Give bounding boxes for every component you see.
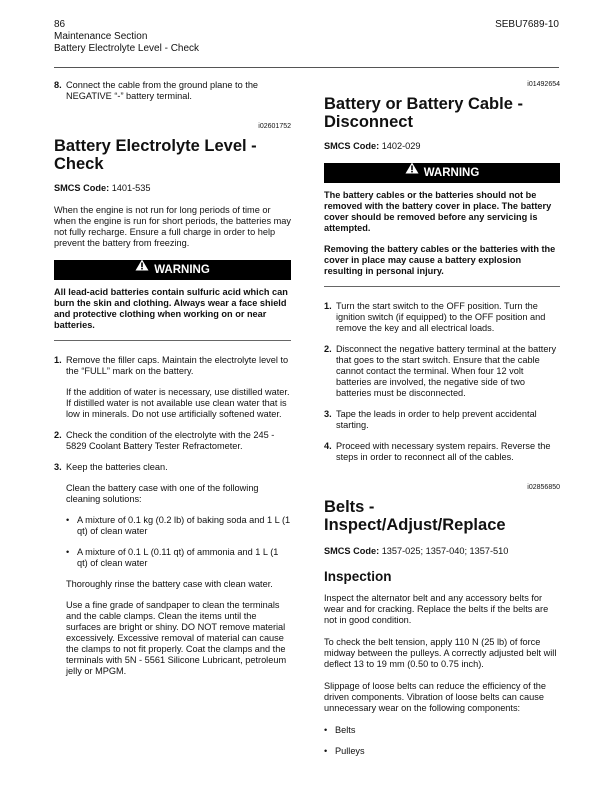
step-number: 1. [54, 355, 62, 365]
smcs-value: 1401-535 [111, 183, 151, 193]
step-number: 2. [54, 430, 62, 440]
step-number: 4. [324, 441, 332, 451]
step-4 [324, 441, 560, 463]
subsection-title-inspection: Inspection [324, 569, 392, 584]
smcs-label: SMCS Code: [324, 546, 380, 556]
step-1 [54, 355, 291, 420]
doc-id: SEBU7689-10 [495, 19, 559, 30]
warning-text: All lead-acid batteries contain sulfuric acid which can burn the skin and clothing. Always wear a face shield and protective clothing when working on or near batteries. [54, 287, 288, 330]
page-number: 86 [54, 19, 66, 30]
intro-paragraph: When the engine is not run for long periods of time or when the engine is run for short periods, the batteries may not fully recharge. Ensure a full charge in order to help prevent the battery from freezing. [54, 205, 291, 248]
step-text: Connect the cable from the ground plane to the NEGATIVE “-” battery terminal. [66, 80, 259, 101]
smcs-code [324, 141, 560, 152]
right-column [324, 80, 560, 767]
left-column [54, 80, 291, 687]
warning-label: WARNING [423, 167, 480, 179]
step-2 [324, 344, 560, 399]
step-number: 2. [324, 344, 332, 354]
bullet-icon: • [324, 725, 328, 735]
step-1 [324, 301, 560, 334]
smcs-value: 1357-025; 1357-040; 1357-510 [381, 546, 509, 556]
bullet-icon: • [324, 746, 328, 756]
paragraph: To check the belt tension, apply 110 N (25 lb) of force midway between the pulleys. A correctly adjusted belt will deflect 13 to 19 mm (0.50 to 0.75 inch). [324, 637, 557, 669]
header-divider [54, 67, 559, 68]
section-title-electrolyte: Battery Electrolyte Level - Check [54, 137, 257, 173]
smcs-value: 1402-029 [381, 141, 421, 151]
step-text: Tape the leads in order to help prevent accidental starting. [336, 409, 537, 430]
step-number: 8. [54, 80, 62, 90]
section-name: Maintenance Section [54, 31, 148, 42]
rinse-text: Thoroughly rinse the battery case with clean water. [66, 579, 273, 589]
smcs-label: SMCS Code: [324, 141, 380, 151]
warning-text: The battery cables or the batteries should not be removed with the battery cover in place. The battery cover should be removed before any servicing is attempted. [324, 190, 552, 233]
list-item: • A mixture of 0.1 kg (0.2 lb) of baking soda and 1 L (1 qt) of clean water [66, 515, 291, 536]
step-8 [54, 80, 291, 102]
paragraph: Slippage of loose belts can reduce the efficiency of the driven components. Vibration of loose belts can cause unnecessary wear on the following components: [324, 681, 547, 713]
header-topic: Battery Electrolyte Level - Check [54, 43, 200, 54]
step-text: Keep the batteries clean. [66, 462, 168, 472]
step-3 [324, 409, 560, 431]
bullet-icon: • [66, 547, 70, 557]
sandpaper-text: Use a fine grade of sandpaper to clean the terminals and the cable clamps. Clean the items until the surfaces are bright or shiny. DO NOT remove material excessively. Excessive removal of material can cause the clamps to not fit properly. Coat the clamps and the terminals with 5N - 5561 Silicone Lubricant, petroleum jelly or MPGM. [66, 600, 287, 676]
step-text: Disconnect the negative battery terminal at the battery that goes to the start switch. Ensure that the cable cannot contact the terminal. When four 12 volt batteries are involved, the negative side of two batteries must be disconnected. [336, 344, 557, 398]
step-subtext: If the addition of water is necessary, use distilled water. If distilled water is not available use clean water that is low in minerals. Do not use artificially softened water. [66, 387, 290, 419]
reference-id: i02856850 [527, 484, 560, 491]
step-3 [54, 462, 291, 677]
step-number: 1. [324, 301, 332, 311]
section-title-belts: Belts - Inspect/Adjust/Replace [324, 498, 506, 534]
list-item: • Pulleys [324, 746, 365, 756]
warning-label: WARNING [154, 264, 210, 276]
step-2 [54, 430, 291, 452]
warning-text: Removing the battery cables or the batteries with the cover in place may cause a battery explosion resulting in personal injury. [324, 244, 556, 276]
page-header-left [54, 19, 199, 55]
list-item: • A mixture of 0.1 L (0.11 qt) of ammonia and 1 L (1 qt) of clean water [66, 547, 279, 568]
step-text: Proceed with necessary system repairs. Reverse the steps in order to reconnect all of the cables. [336, 441, 551, 462]
smcs-code [324, 546, 560, 557]
step-number: 3. [324, 409, 332, 419]
paragraph: Inspect the alternator belt and any accessory belts for wear and for cracking. Replace the belts if the belts are not in good condition. [324, 593, 549, 625]
step-text: Turn the start switch to the OFF position. Turn the ignition switch (if equipped) to the OFF position and remove the key and all electrical loads. [336, 301, 546, 333]
reference-id: i02601752 [258, 123, 291, 130]
warning-banner [54, 260, 291, 280]
smcs-code [54, 183, 291, 194]
warning-icon [405, 161, 419, 181]
warning-banner [324, 163, 560, 183]
step-text: Remove the filler caps. Maintain the electrolyte level to the “FULL” mark on the battery. [66, 355, 289, 376]
step-text: Check the condition of the electrolyte with the 245 - 5829 Coolant Battery Tester Refractometer. [66, 430, 275, 451]
list-item: • Belts [324, 725, 356, 735]
warning-divider [54, 340, 291, 341]
reference-id: i01492654 [527, 81, 560, 88]
smcs-label: SMCS Code: [54, 183, 110, 193]
bullet-icon: • [66, 515, 70, 525]
step-subtext: Clean the battery case with one of the following cleaning solutions: [66, 483, 259, 504]
step-number: 3. [54, 462, 62, 472]
warning-icon [135, 258, 149, 278]
section-title-disconnect: Battery or Battery Cable - Disconnect [324, 95, 523, 131]
warning-divider [324, 286, 560, 287]
